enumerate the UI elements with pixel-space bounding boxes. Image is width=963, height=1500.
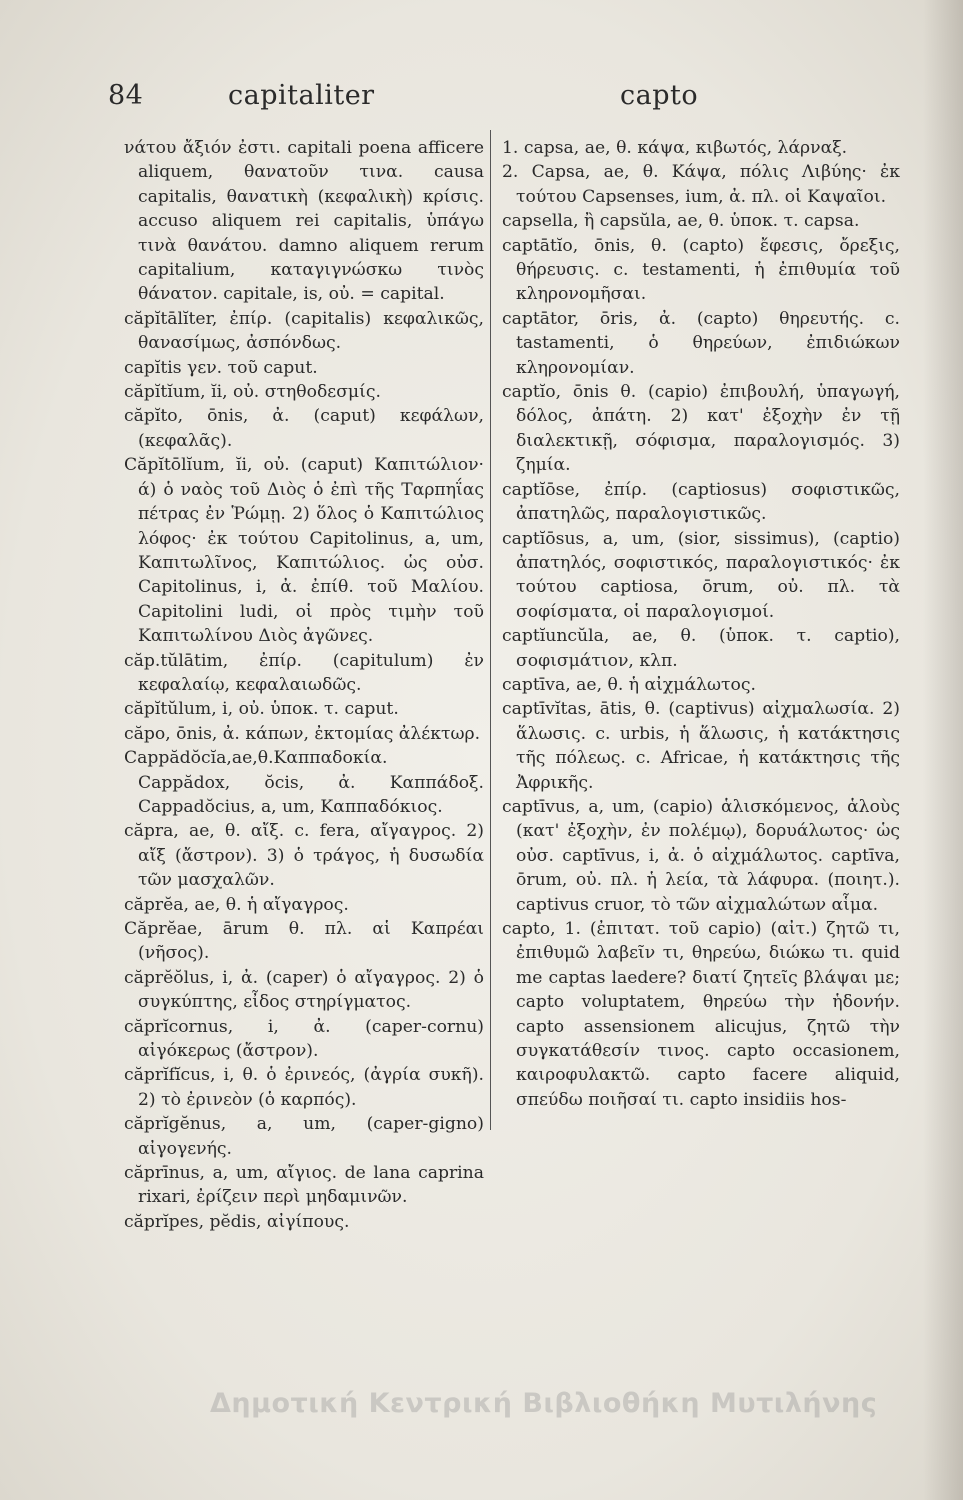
dictionary-entry: căpĭtĭum, ĭi, οὐ. στηθοδεσμίς.	[124, 382, 381, 403]
dictionary-entry: căpĭtālĭter, ἐπίρ. (capitalis) κεφαλικῶς, θανασίμως, ἀσπόνδως.	[124, 308, 484, 354]
dictionary-entry: Căpĭtōlĭum, ĭi, οὐ. (caput) Καπιτώλιον· ά) ὁ ναὸς τοῦ Διὸς ὁ ἐπὶ τῆς Ταρπηΐας πέτρας ἐν Ῥώμῃ. 2) ὅλος ὁ Καπιτώλιος λόφος· ἐκ τούτου Capitolinus, a, um, Καπιτωλῖνος, Καπιτώλιος. ὡς οὐσ. Capitolinus, i, ἀ. ἐπίθ. τοῦ Μαλίου. Capitolini ludi, οἱ πρὸς τιμὴν τοῦ Καπιτωλίνου Διὸς ἀγῶνες.	[124, 455, 484, 647]
left-column	[124, 136, 484, 1426]
dictionary-entry: căp.tŭlātim, ἐπίρ. (capitulum) ἐν κεφαλαίῳ, κεφαλαιωδῶς.	[124, 650, 484, 695]
dictionary-entry: captĭōsus, a, um, (sior, sissimus), (captio) ἀπατηλός, σοφιστικός, παραλογιστικός· ἐκ τούτου captiosa, ōrum, οὐ. πλ. τὰ σοφίσματα, οἱ παραλογισμοί.	[502, 528, 900, 622]
dictionary-entry: căpĭtŭlum, i, οὐ. ὑποκ. τ. caput.	[124, 699, 399, 720]
running-head	[108, 80, 908, 120]
dictionary-entry: 1. capsa, ae, θ. κάψα, κιβωτός, λάρναξ.	[502, 138, 848, 158]
dictionary-entry: căprĭfĭcus, i, θ. ὁ ἐρινεός, (ἀγρία συκῆ). 2) τὸ ἐρινεὸν (ὁ καρπός).	[124, 1065, 484, 1110]
dictionary-entry: Căprĕae, ārum θ. πλ. αἱ Καπρέαι (νῆσος).	[124, 919, 484, 964]
dictionary-entry: captĭuncŭla, ae, θ. (ὑποκ. τ. captio), σοφισμάτιον, κλπ.	[502, 626, 900, 671]
dictionary-entry: căprĭgĕnus, a, um, (caper-gigno) αἰγογενής.	[124, 1114, 484, 1159]
dictionary-entry: căprĭpes, pĕdis, αἰγίπους.	[124, 1211, 350, 1232]
dictionary-entry: captīva, ae, θ. ἡ αἰχμάλωτος.	[502, 674, 756, 695]
column-divider	[490, 130, 491, 1130]
page-number: 84	[108, 80, 144, 111]
dictionary-entry: căpĭto, ōnis, ἀ. (caput) κεφάλων, (κεφαλᾶς).	[124, 406, 484, 451]
dictionary-entry: captīvus, a, um, (capio) ἁλισκόμενος, ἁλοὺς (κατ' ἐξοχὴν, ἐν πολέμῳ), δορυάλωτος· ὡς οὐσ. captīvus, i, ἀ. ὁ αἰχμάλωτος. captīva, ōrum, οὐ. πλ. ἡ λεία, τὰ λάφυρα. (ποιητ.). captivus cruor, τὸ τῶν αἰχμαλώτων αἷμα.	[502, 796, 900, 915]
page-edge-shadow	[923, 0, 963, 1500]
dictionary-entry: captātor, ōris, ἀ. (capto) θηρευτής. c. tastamenti, ὁ θηρεύων, ἐπιδιώκων κληρονομίαν.	[502, 308, 900, 378]
right-headword: capto	[620, 80, 699, 111]
right-column	[502, 136, 900, 1426]
dictionary-entry: captĭōse, ἐπίρ. (captiosus) σοφιστικῶς, ἀπατηλῶς, παραλογιστικῶς.	[502, 479, 900, 525]
dictionary-entry: căprīnus, a, um, αἴγιος. de lana caprina rixari, ἐρίζειν περὶ μηδαμινῶν.	[124, 1163, 484, 1208]
dictionary-entry: capĭtis γεν. τοῦ caput.	[124, 357, 318, 378]
dictionary-entry: capsella, ἢ capsŭla, ae, θ. ὑποκ. τ. capsa.	[502, 211, 860, 232]
dictionary-entry: capto, 1. (ἐπιτατ. τοῦ capio) (αἰτ.) ζητῶ τι, ἐπιθυμῶ λαβεῖν τι, θηρεύω, διώκω τι. quid me captas laedere? διατί ζητεῖς βλάψαι με; capto voluptatem, θηρεύω τὴν ἡδονήν. capto assensionem alicujus, ζητῶ τὴν συγκατάθεσίν τινος. capto occasionem, καιροφυλακτῶ. capto facere aliquid, σπεύδω ποιῆσαί τι. capto insidiis hos-	[502, 919, 900, 1110]
dictionary-entry: captĭo, ōnis θ. (capio) ἐπιβουλή, ὑπαγωγή, δόλος, ἀπάτη. 2) κατ' ἐξοχὴν ἐν τῇ διαλεκτικῇ, σόφισμα, παραλογισμός. 3) ζημία.	[502, 382, 900, 476]
dictionary-entry: captīvĭtas, ātis, θ. (captivus) αἰχμαλωσία. 2) ἅλωσις. c. urbis, ἡ ἅλωσις, ἡ κατάκτησις τῆς πόλεως. c. Africae, ἡ κατάκτησις τῆς Ἀφρικῆς.	[502, 699, 900, 793]
dictionary-entry: căpra, ae, θ. αἴξ. c. fera, αἴγαγρος. 2) αἴξ (ἄστρον). 3) ὁ τράγος, ἡ δυσωδία τῶν μασχαλῶν.	[124, 821, 484, 891]
dictionary-entry: căprĕa, ae, θ. ἡ αἴγαγρος.	[124, 894, 349, 915]
dictionary-entry: 2. Capsa, ae, θ. Κάψα, πόλις Λιβύης· ἐκ τούτου Capsenses, ium, ἀ. πλ. οἱ Καψαῖοι.	[502, 162, 900, 207]
dictionary-entry: captātĭo, ōnis, θ. (capto) ἔφεσις, ὄρεξις, θήρευσις. c. testamenti, ἡ ἐπιθυμία τοῦ κληρονομῆσαι.	[502, 235, 900, 305]
dictionary-entry: căprĭcornus, i, ἀ. (caper-cornu) αἰγόκερως (ἄστρον).	[124, 1016, 484, 1062]
dictionary-entry: căprĕŏlus, i, ἀ. (caper) ὁ αἴγαγρος. 2) ὁ συγκύπτης, εἶδος στηρίγματος.	[124, 967, 484, 1013]
dictionary-entry: căpo, ōnis, ἀ. κάπων, ἐκτομίας ἀλέκτωρ.	[124, 723, 481, 744]
left-headword: capitaliter	[228, 80, 375, 111]
library-watermark: Δημοτική Κεντρική Βιβλιοθήκη Μυτιλήνης	[210, 1388, 878, 1419]
dictionary-entry: νάτου ἄξιόν ἐστι. capitali poena afficere aliquem, θανατοῦν τινα. causa capitalis, θανατικὴ (κεφαλικὴ) κρίσις. accuso aliquem rei capitalis, ὑπάγω τινὰ θανάτου. damno aliquem rerum capitalium, καταγιγνώσκω τινὸς θάνατον. capitale, is, οὐ. = capital.	[124, 138, 484, 305]
dictionary-entry: Cappădŏcĭa,ae,θ.Καππαδοκία. Cappădox, ŏcis, ἀ. Καππάδοξ. Cappadŏcius, a, um, Καππαδόκιος.	[124, 748, 484, 817]
